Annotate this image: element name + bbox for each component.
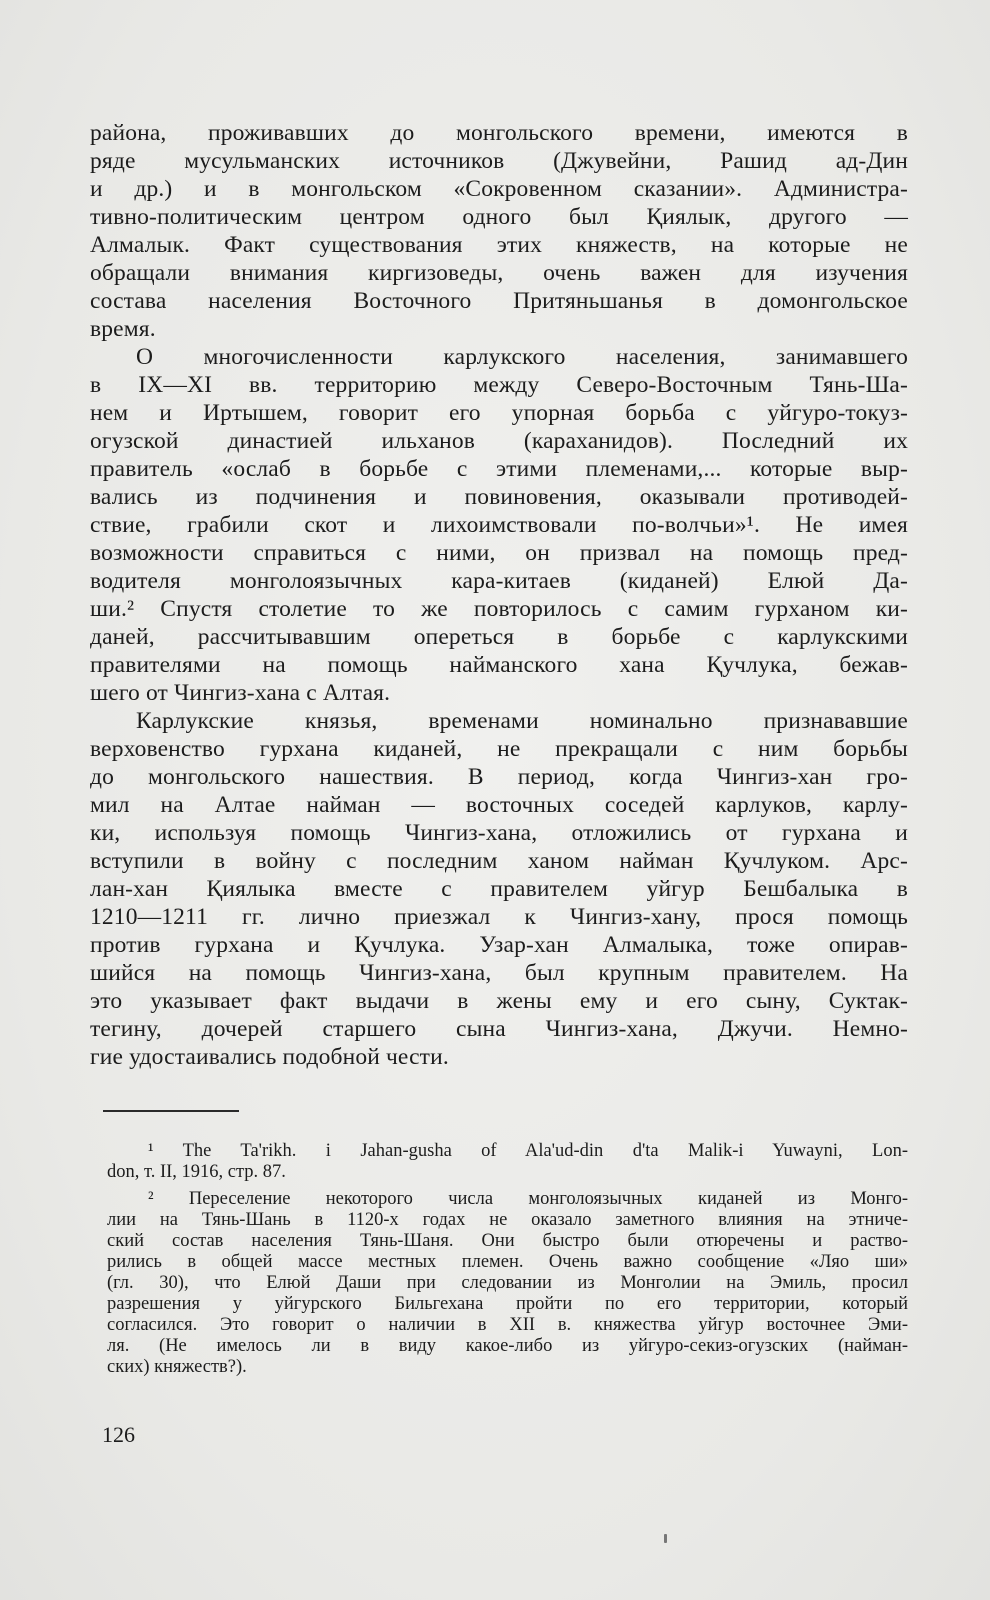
body-text-line: до монгольского нашествия. В период, когда Чингиз-хан гро- — [90, 764, 908, 790]
body-text-line: Алмалык. Факт существования этих княжеств, на которые не — [90, 232, 908, 258]
footnote-1-line: don, т. II, 1916, стр. 87. — [107, 1162, 286, 1182]
body-text-line: обращали внимания киргизоведы, очень важен для изучения — [90, 260, 908, 286]
body-text-line: 1210—1211 гг. лично приезжал к Чингиз-хану, прося помощь — [90, 904, 908, 930]
body-text-line: возможности справиться с ними, он призвал на помощь пред- — [90, 540, 908, 566]
body-text-line: в IX—XI вв. территорию между Северо-Восточным Тянь-Ша- — [90, 372, 908, 398]
footnote-2-line: согласился. Это говорит о наличии в XII в. княжества уйгур восточнее Эми- — [107, 1315, 908, 1335]
body-text-line: это указывает факт выдачи в жены ему и его сыну, Суктак- — [90, 988, 908, 1014]
body-text-line: нем и Иртышем, говорит его упорная борьба с уйгуро-токуз- — [90, 400, 908, 426]
body-text-line: водителя монголоязычных кара-китаев (киданей) Елюй Да- — [90, 568, 908, 594]
body-text-line: ряде мусульманских источников (Джувейни, Рашид ад-Дин — [90, 148, 908, 174]
footnote-separator — [103, 1110, 239, 1112]
body-text-line: правителями на помощь найманского хана Қучлука, бежав- — [90, 652, 908, 678]
footnote-2-line: ² Переселение некоторого числа монголоязычных киданей из Монго- — [148, 1189, 908, 1209]
body-text-line: время. — [90, 316, 156, 342]
body-text-line: даней, рассчитывавшим опереться в борьбе с карлукскими — [90, 624, 908, 650]
footnote-1-line: ¹ The Ta'rikh. i Jahan-gusha of Ala'ud-din d'ta Malik-i Yuwayni, Lon- — [148, 1141, 908, 1161]
body-text-line: вались из подчинения и повиновения, оказывали противодей- — [90, 484, 908, 510]
print-speck — [664, 1534, 667, 1543]
paragraph-first-line: О многочисленности карлукского населения, занимавшего — [136, 344, 908, 370]
body-text-line: состава населения Восточного Притяньшанья в домонгольское — [90, 288, 908, 314]
body-text-line: против гурхана и Қучлука. Узар-хан Алмалыка, тоже опирав- — [90, 932, 908, 958]
body-text-line: лан-хан Қиялыка вместе с правителем уйгур Бешбалыка в — [90, 876, 908, 902]
body-text-line: вступили в войну с последним ханом найман Қучлуком. Арс- — [90, 848, 908, 874]
footnote-2-line: (гл. 30), что Елюй Даши при следовании из Монголии на Эмиль, просил — [107, 1273, 908, 1293]
body-text-line: ствие, грабили скот и лихоимствовали по-волчьи»¹. Не имея — [90, 512, 908, 538]
footnote-2-line: рились в общей массе местных племен. Очень важно сообщение «Ляо ши» — [107, 1252, 908, 1272]
body-text-line: гие удостаивались подобной чести. — [90, 1044, 449, 1070]
paragraph-first-line: Карлукские князья, временами номинально признававшие — [136, 708, 908, 734]
page-number: 126 — [102, 1422, 135, 1447]
body-text-line: ки, используя помощь Чингиз-хана, отложились от гурхана и — [90, 820, 908, 846]
body-text-line: ши.² Спустя столетие то же повторилось с самим гурханом ки- — [90, 596, 908, 622]
body-text-line: верховенство гурхана киданей, не прекращали с ним борьбы — [90, 736, 908, 762]
body-text-line: шего от Чингиз-хана с Алтая. — [90, 680, 391, 706]
body-text-line: шийся на помощь Чингиз-хана, был крупным правителем. На — [90, 960, 908, 986]
footnote-2-line: лии на Тянь-Шань в 1120-х годах не оказало заметного влияния на этниче- — [107, 1210, 908, 1230]
footnote-2-line: ля. (Не имелось ли в виду какое-либо из уйгуро-секиз-огузских (найман- — [107, 1336, 908, 1356]
body-text-line: огузской династией ильханов (караханидов). Последний их — [90, 428, 908, 454]
body-text-line: правитель «ослаб в борьбе с этими племенами,... которые выр- — [90, 456, 908, 482]
body-text-line: района, проживавших до монгольского времени, имеются в — [90, 120, 908, 146]
body-text-line: тегину, дочерей старшего сына Чингиз-хана, Джучи. Немно- — [90, 1016, 908, 1042]
body-text-line: мил на Алтае найман — восточных соседей карлуков, карлу- — [90, 792, 908, 818]
body-text-line: и др.) и в монгольском «Сокровенном сказании». Администра- — [90, 176, 908, 202]
footnote-2-line: ских) княжеств?). — [107, 1357, 247, 1377]
footnote-2-line: разрешения у уйгурского Бильгехана пройти по его территории, который — [107, 1294, 908, 1314]
body-text-line: тивно-политическим центром одного был Қиялык, другого — — [90, 204, 908, 230]
footnote-2-line: ский состав населения Тянь-Шаня. Они быстро были отюречены и раство- — [107, 1231, 908, 1251]
